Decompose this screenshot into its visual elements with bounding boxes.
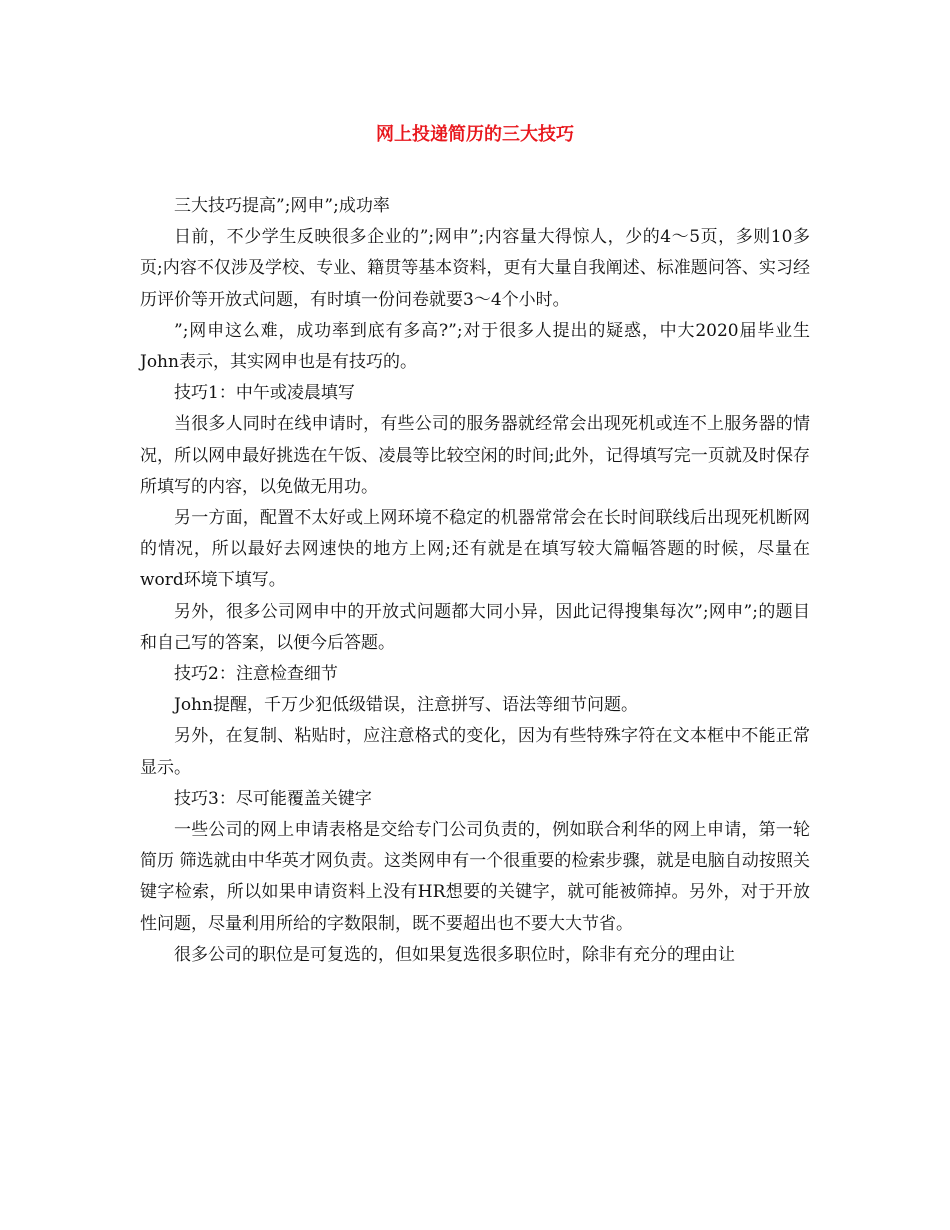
paragraph: 另外，在复制、粘贴时，应注意格式的变化，因为有些特殊字符在文本框中不能正常显示。 (140, 726, 810, 778)
paragraph: 当很多人同时在线申请时，有些公司的服务器就经常会出现死机或连不上服务器的情况，所以网申最好挑选在午饭、凌晨等比较空闲的时间;此外，记得填写完一页就及时保存所填写的内容，以免做无用功。 (140, 414, 810, 497)
paragraph: 日前，不少学生反映很多企业的”;网申”;内容量大得惊人，少的4～5页，多则10多页;内容不仅涉及学校、专业、籍贯等基本资料，更有大量自我阐述、标准题问答、实习经历评价等开放式问题，有时填一份问卷就要3～4个小时。 (140, 227, 810, 310)
paragraph: 一些公司的网上申请表格是交给专门公司负责的，例如联合利华的网上申请，第一轮 简历 筛选就由中华英才网负责。这类网申有一个很重要的检索步骤，就是电脑自动按照关键字检索，所以如果申请资料上没有HR想要的关键字，就可能被筛掉。另外，对于开放性问题，尽量利用所给的字数限制，既不要超出也不要大大节省。 (140, 820, 810, 934)
section-heading: 技巧3：尽可能覆盖关键字 (174, 788, 372, 809)
section-heading: 技巧1：中午或凌晨填写 (174, 383, 355, 404)
paragraph: ”;网申这么难，成功率到底有多高?”;对于很多人提出的疑惑，中大2020届毕业生John表示，其实网申也是有技巧的。 (140, 320, 810, 373)
document-title: 网上投递简历的三大技巧 (376, 124, 574, 145)
paragraph: 很多公司的职位是可复选的，但如果复选很多职位时，除非有充分的理由让 (174, 944, 735, 965)
paragraph: 另外，很多公司网申中的开放式问题都大同小异，因此记得搜集每次”;网申”;的题目和自己写的答案，以便今后答题。 (140, 601, 810, 653)
document-body (140, 191, 810, 971)
section-heading: 技巧2：注意检查细节 (174, 664, 338, 685)
paragraph: 另一方面，配置不太好或上网环境不稳定的机器常常会在长时间联线后出现死机断网的情况，所以最好去网速快的地方上网;还有就是在填写较大篇幅答题的时候，尽量在word环境下填写。 (140, 508, 810, 591)
paragraph: 三大技巧提高”;网申”;成功率 (174, 196, 390, 216)
paragraph: John提醒，千万少犯低级错误，注意拼写、语法等细节问题。 (174, 695, 638, 716)
